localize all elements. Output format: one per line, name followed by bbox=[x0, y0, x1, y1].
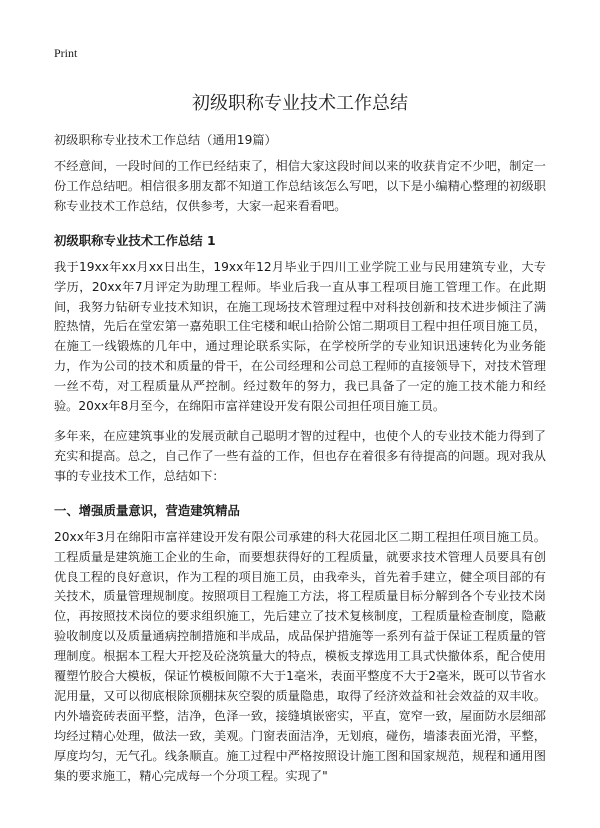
section-heading-1: 初级职称专业技术工作总结 1 bbox=[54, 232, 216, 248]
subsection-quality-paragraph: 20xx年3月在绵阳市富祥建设开发有限公司承建的科大花园北区二期工程担任项目施工员。工程质量是建筑施工企业的生命，而要想获得好的工程质量，就要求技术管理人员要具有创优良工程的良好意识，作为工程的项目施工员，由我牵头，首先着手建立，健全项目部的有关技术，质量管理规制度。按照项目工程施工方法，将工程质量目标分解到各个专业技术岗位，再按照技术岗位的要求组织施工，先后建立了技术复核制度，工程质量检查制度，隐蔽验收制度以及质量通病控制措施和半成品，成品保护措施等一系列有益于保证工程质量的管理制度。根据本工程大开挖及砼浇筑量大的特点，模板支撑选用工具式快撤体系，配合使用覆塑竹胶合大模板，保证竹模板间隙不大于1毫米，表面平整度不大于2毫米，既可以节省水泥用量，又可以彻底根除顶棚抹灰空裂的质量隐患，取得了经济效益和社会效益的双丰收。内外墙瓷砖表面平整，洁净，色泽一致，接缝填嵌密实，平直，宽窄一致，屋面防水层细部均经过精心处理，做法一致，美观。门窗表面洁净，无划痕，碰伤，墙漆表面光滑，平整，厚度均匀，无气孔。线条顺直。施工过程中严格按照设计施工图和国家规范，规程和通用图集的要求施工，精心完成每一个分项工程。实现了" bbox=[54, 529, 546, 783]
page-title: 初级职称专业技术工作总结 bbox=[192, 93, 408, 114]
section-1-paragraph-1: 我于19xx年xx月xx日出生，19xx年12月毕业于四川工业学院工业与民用建筑专业，大专学历，20xx年7月评定为助理工程师。毕业后我一直从事工程项目施工管理工作。在此期间，我努力钻研专业技术知识，在施工现场技术管理过程中对科技创新和技术进步倾注了满腔热情，先后在堂宏第一嘉苑职工住宅楼和岷山拾阶公馆二期项目工程中担任项目施工员，在施工一线锻炼的几年中，通过理论联系实际，在学校所学的专业知识迅速转化为业务能力，作为公司的技术和质量的骨干，在公司经理和公司总工程师的直接领导下，对技术管理一丝不苟，对工程质量从严控制。经过数年的努力，我已具备了一定的施工技术能力和经验。20xx年8月至今，在绵阳市富祥建设开发有限公司担任项目施工员。 bbox=[54, 259, 546, 414]
section-1-paragraph-2: 多年来，在应建筑事业的发展贡献自己聪明才智的过程中，也使个人的专业技术能力得到了充实和提高。总之，自己作了一些有益的工作，但也存在着很多有待提高的问题。现对我从事的专业技术工作，总结如下： bbox=[54, 428, 546, 483]
intro-paragraph: 不经意间，一段时间的工作已经结束了，相信大家这段时间以来的收获肯定不少吧，制定一份工作总结吧。相信很多朋友都不知道工作总结该怎么写吧，以下是小编精心整理的初级职称专业技术工作总结，仅供参考，大家一起来看看吧。 bbox=[54, 159, 546, 213]
subsection-heading-quality: 一、增强质量意识，营造建筑精品 bbox=[54, 502, 240, 518]
document-subtitle: 初级职称专业技术工作总结（通用19篇） bbox=[54, 133, 277, 147]
print-link[interactable]: Print bbox=[54, 46, 78, 60]
